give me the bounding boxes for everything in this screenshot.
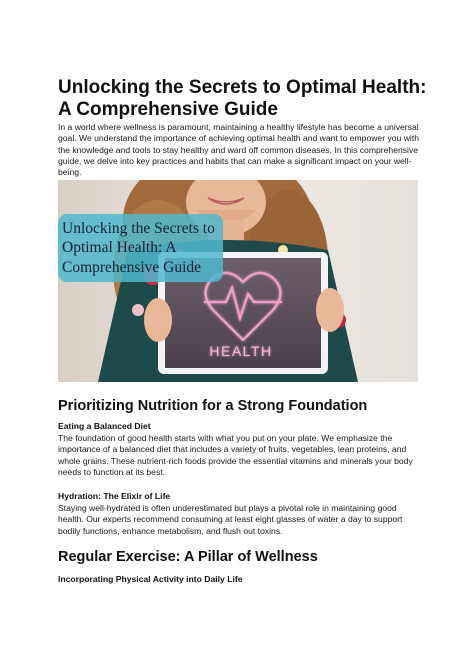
- subheading-physical-activity: Incorporating Physical Activity into Daily Life: [58, 574, 243, 584]
- intro-paragraph: In a world where wellness is paramount, maintaining a healthy lifestyle has become a universal goal. We understand the importance of achieving optimal health and want to empower you with the knowledge and tools to stay healthy and ward off common diseases. In this comprehensive guide, we delve into key practices and habits that can make a significant impact on your well-being.: [58, 122, 419, 178]
- tablet-health-text: HEALTH: [209, 343, 273, 359]
- subheading-hydration: Hydration: The Elixir of Life: [58, 491, 171, 501]
- section-heading-nutrition: Prioritizing Nutrition for a Strong Foundation: [58, 398, 368, 414]
- subheading-balanced-diet: Eating a Balanced Diet: [58, 421, 151, 431]
- overlay-title-line-3: Comprehensive Guide: [62, 259, 202, 276]
- hero-image: [58, 180, 418, 382]
- section-heading-exercise: Regular Exercise: A Pillar of Wellness: [58, 549, 318, 565]
- overlay-title-line-2: Optimal Health: A: [62, 239, 176, 256]
- page-title: Unlocking the Secrets to Optimal Health: A Comprehensive Guide: [58, 77, 427, 120]
- overlay-title-line-1: Unlocking the Secrets to: [62, 220, 215, 237]
- balanced-diet-paragraph: The foundation of good health starts with what you put on your plate. We emphasize the importance of a balanced diet that includes a variety of fruits, vegetables, lean proteins, and whole grains. These nutrient-rich foods provide the essential vitamins and minerals your body needs to function at its best.: [58, 433, 413, 477]
- hydration-paragraph: Staying well-hydrated is often underestimated but plays a pivotal role in maintaining good health. Our experts recommend consuming at least eight glasses of water a day to support bodily functions, enhance metabolism, and flush out toxins.: [58, 503, 403, 536]
